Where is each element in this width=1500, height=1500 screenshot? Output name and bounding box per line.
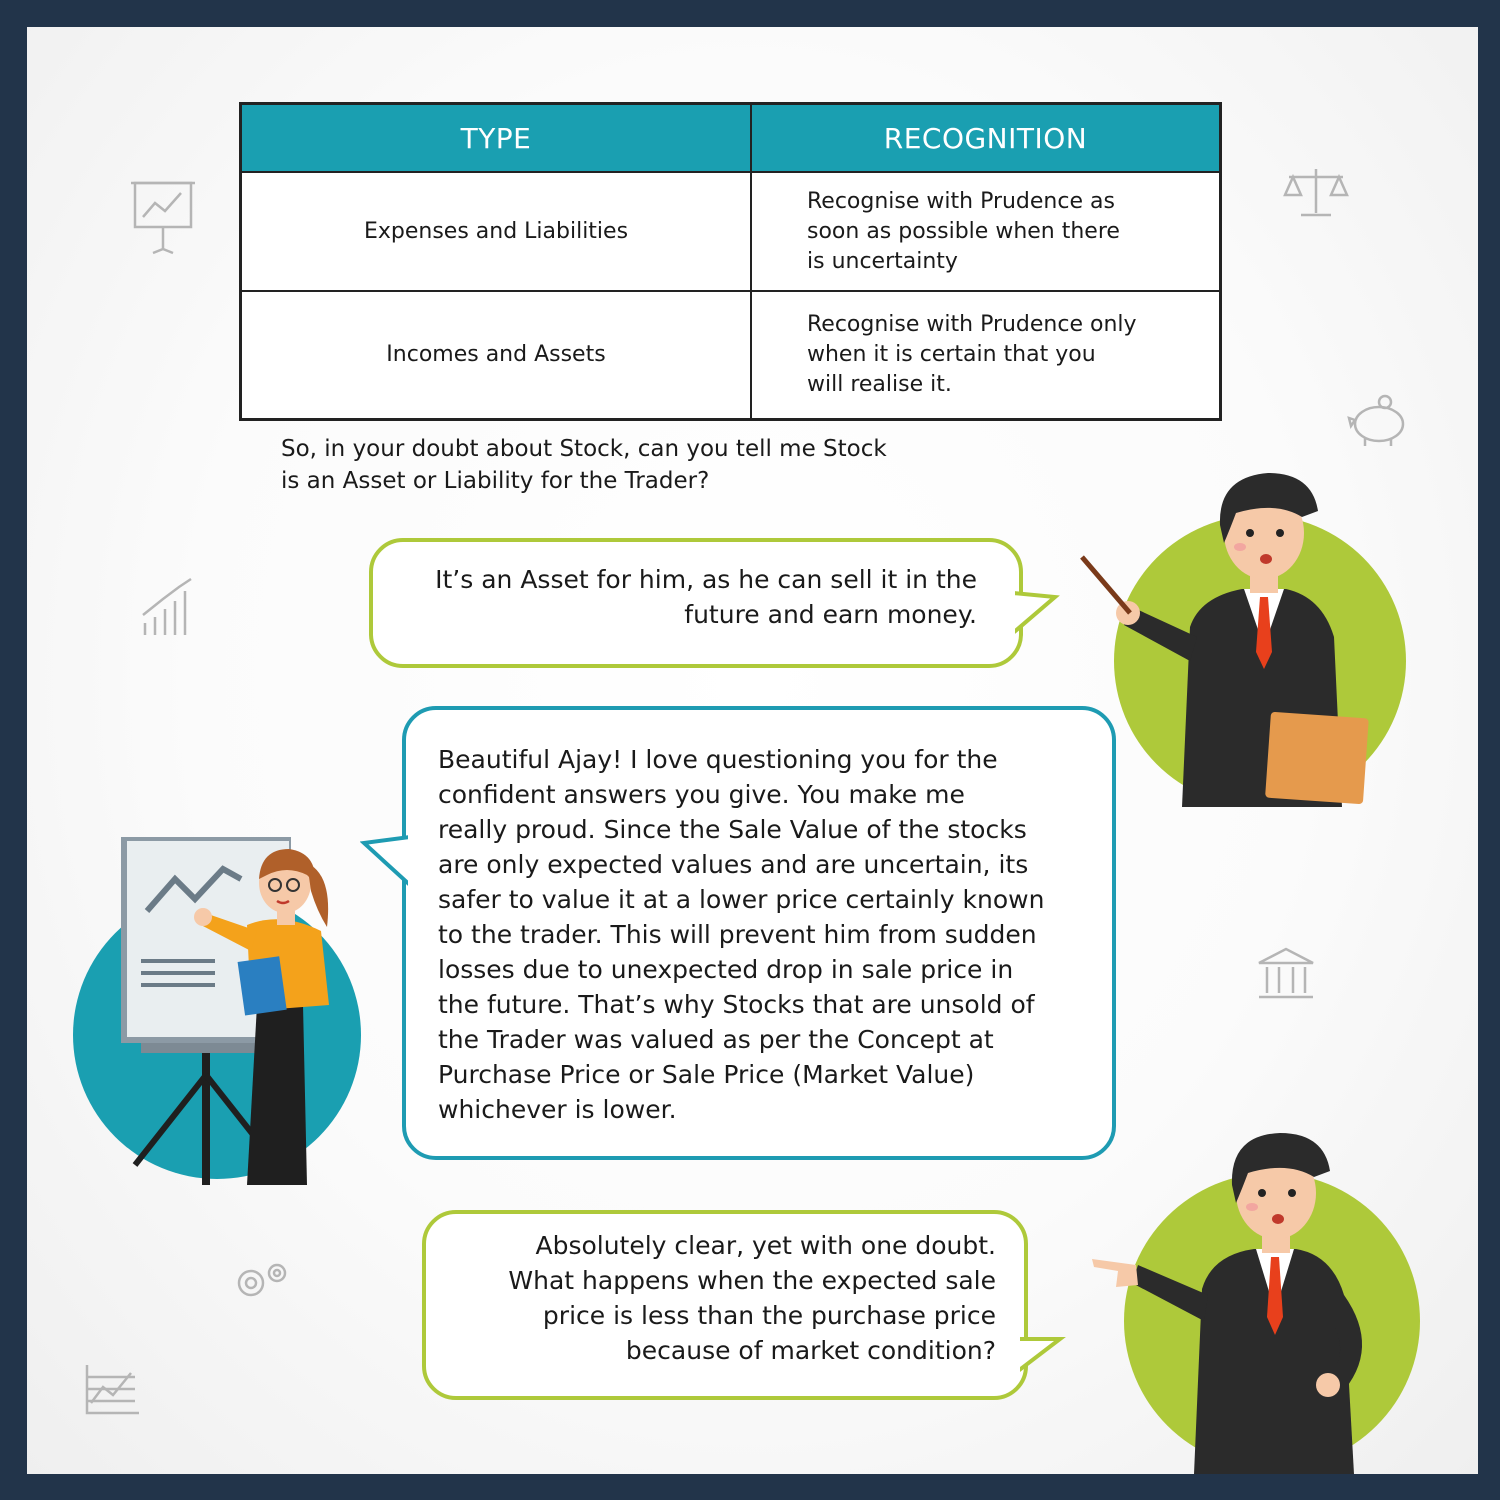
bank-building-icon xyxy=(1255,945,1317,1005)
bubble-line: the Trader was valued as per the Concept at xyxy=(438,1025,994,1054)
table-cell-recognition xyxy=(751,291,1221,420)
bubble-line: future and earn money. xyxy=(684,600,977,629)
balance-scale-icon xyxy=(1281,165,1351,221)
student-man-figure-2 xyxy=(1082,1089,1422,1474)
student-man-figure-1 xyxy=(1072,447,1412,807)
bubble-line: Purchase Price or Sale Price (Market Value) xyxy=(438,1060,975,1089)
recognition-line: soon as possible when there xyxy=(807,218,1120,244)
table-header-recognition: RECOGNITION xyxy=(751,104,1221,173)
question-line: is an Asset or Liability for the Trader? xyxy=(281,468,710,494)
bubble-line: confident answers you give. You make me xyxy=(438,780,965,809)
presentation-board-icon xyxy=(127,177,199,255)
recognition-line: when it is certain that you xyxy=(807,342,1096,367)
table-header-type: TYPE xyxy=(241,104,752,173)
speech-bubble-teacher xyxy=(402,706,1116,1160)
table-cell-recognition xyxy=(751,172,1221,291)
table-cell-type: Incomes and Assets xyxy=(241,291,752,420)
bubble-line: to the trader. This will prevent him from sudden xyxy=(438,920,1037,949)
recognition-line: Recognise with Prudence as xyxy=(807,188,1115,214)
table-cell-type: Expenses and Liabilities xyxy=(241,172,752,291)
bubble-line: safer to value it at a lower price certainly known xyxy=(438,885,1045,914)
teacher-woman-figure xyxy=(71,835,371,1185)
bar-chart-icon xyxy=(139,575,199,639)
gears-icon xyxy=(231,1259,293,1305)
question-line: So, in your doubt about Stock, can you tell me Stock xyxy=(281,436,887,462)
bubble-text xyxy=(436,1228,996,1368)
recognition-line: will realise it. xyxy=(807,372,952,397)
bubble-text xyxy=(438,742,1098,1127)
bubble-line: It’s an Asset for him, as he can sell it in the xyxy=(435,565,977,594)
recognition-line: Recognise with Prudence only xyxy=(807,312,1137,337)
bubble-line: are only expected values and are uncertain, its xyxy=(438,850,1029,879)
infographic-page xyxy=(27,27,1478,1474)
bubble-line: really proud. Since the Sale Value of the stocks xyxy=(438,815,1027,844)
bubble-tail xyxy=(360,833,408,889)
bubble-line: whichever is lower. xyxy=(438,1095,677,1124)
bubble-line: losses due to unexpected drop in sale price in xyxy=(438,955,1014,984)
table-row xyxy=(241,172,1221,291)
speech-bubble-answer-1 xyxy=(369,538,1023,668)
bubble-line: price is less than the purchase price xyxy=(542,1301,996,1330)
bubble-line: because of market condition? xyxy=(625,1336,996,1365)
bubble-tail xyxy=(1015,587,1061,637)
bubble-text xyxy=(387,562,977,632)
bubble-line: the future. That’s why Stocks that are unsold of xyxy=(438,990,1035,1019)
question-text xyxy=(281,433,981,497)
bubble-tail xyxy=(1020,1323,1066,1375)
speech-bubble-answer-2 xyxy=(422,1210,1028,1400)
table-row xyxy=(241,291,1221,420)
line-chart-icon xyxy=(83,1363,141,1417)
bubble-line: What happens when the expected sale xyxy=(508,1266,996,1295)
piggy-bank-icon xyxy=(1345,392,1411,450)
bubble-line: Beautiful Ajay! I love questioning you for the xyxy=(438,745,998,774)
bubble-line: Absolutely clear, yet with one doubt. xyxy=(535,1231,996,1260)
prudence-table xyxy=(239,102,1222,421)
recognition-line: is uncertainty xyxy=(807,248,958,274)
table-header-row xyxy=(241,104,1221,173)
